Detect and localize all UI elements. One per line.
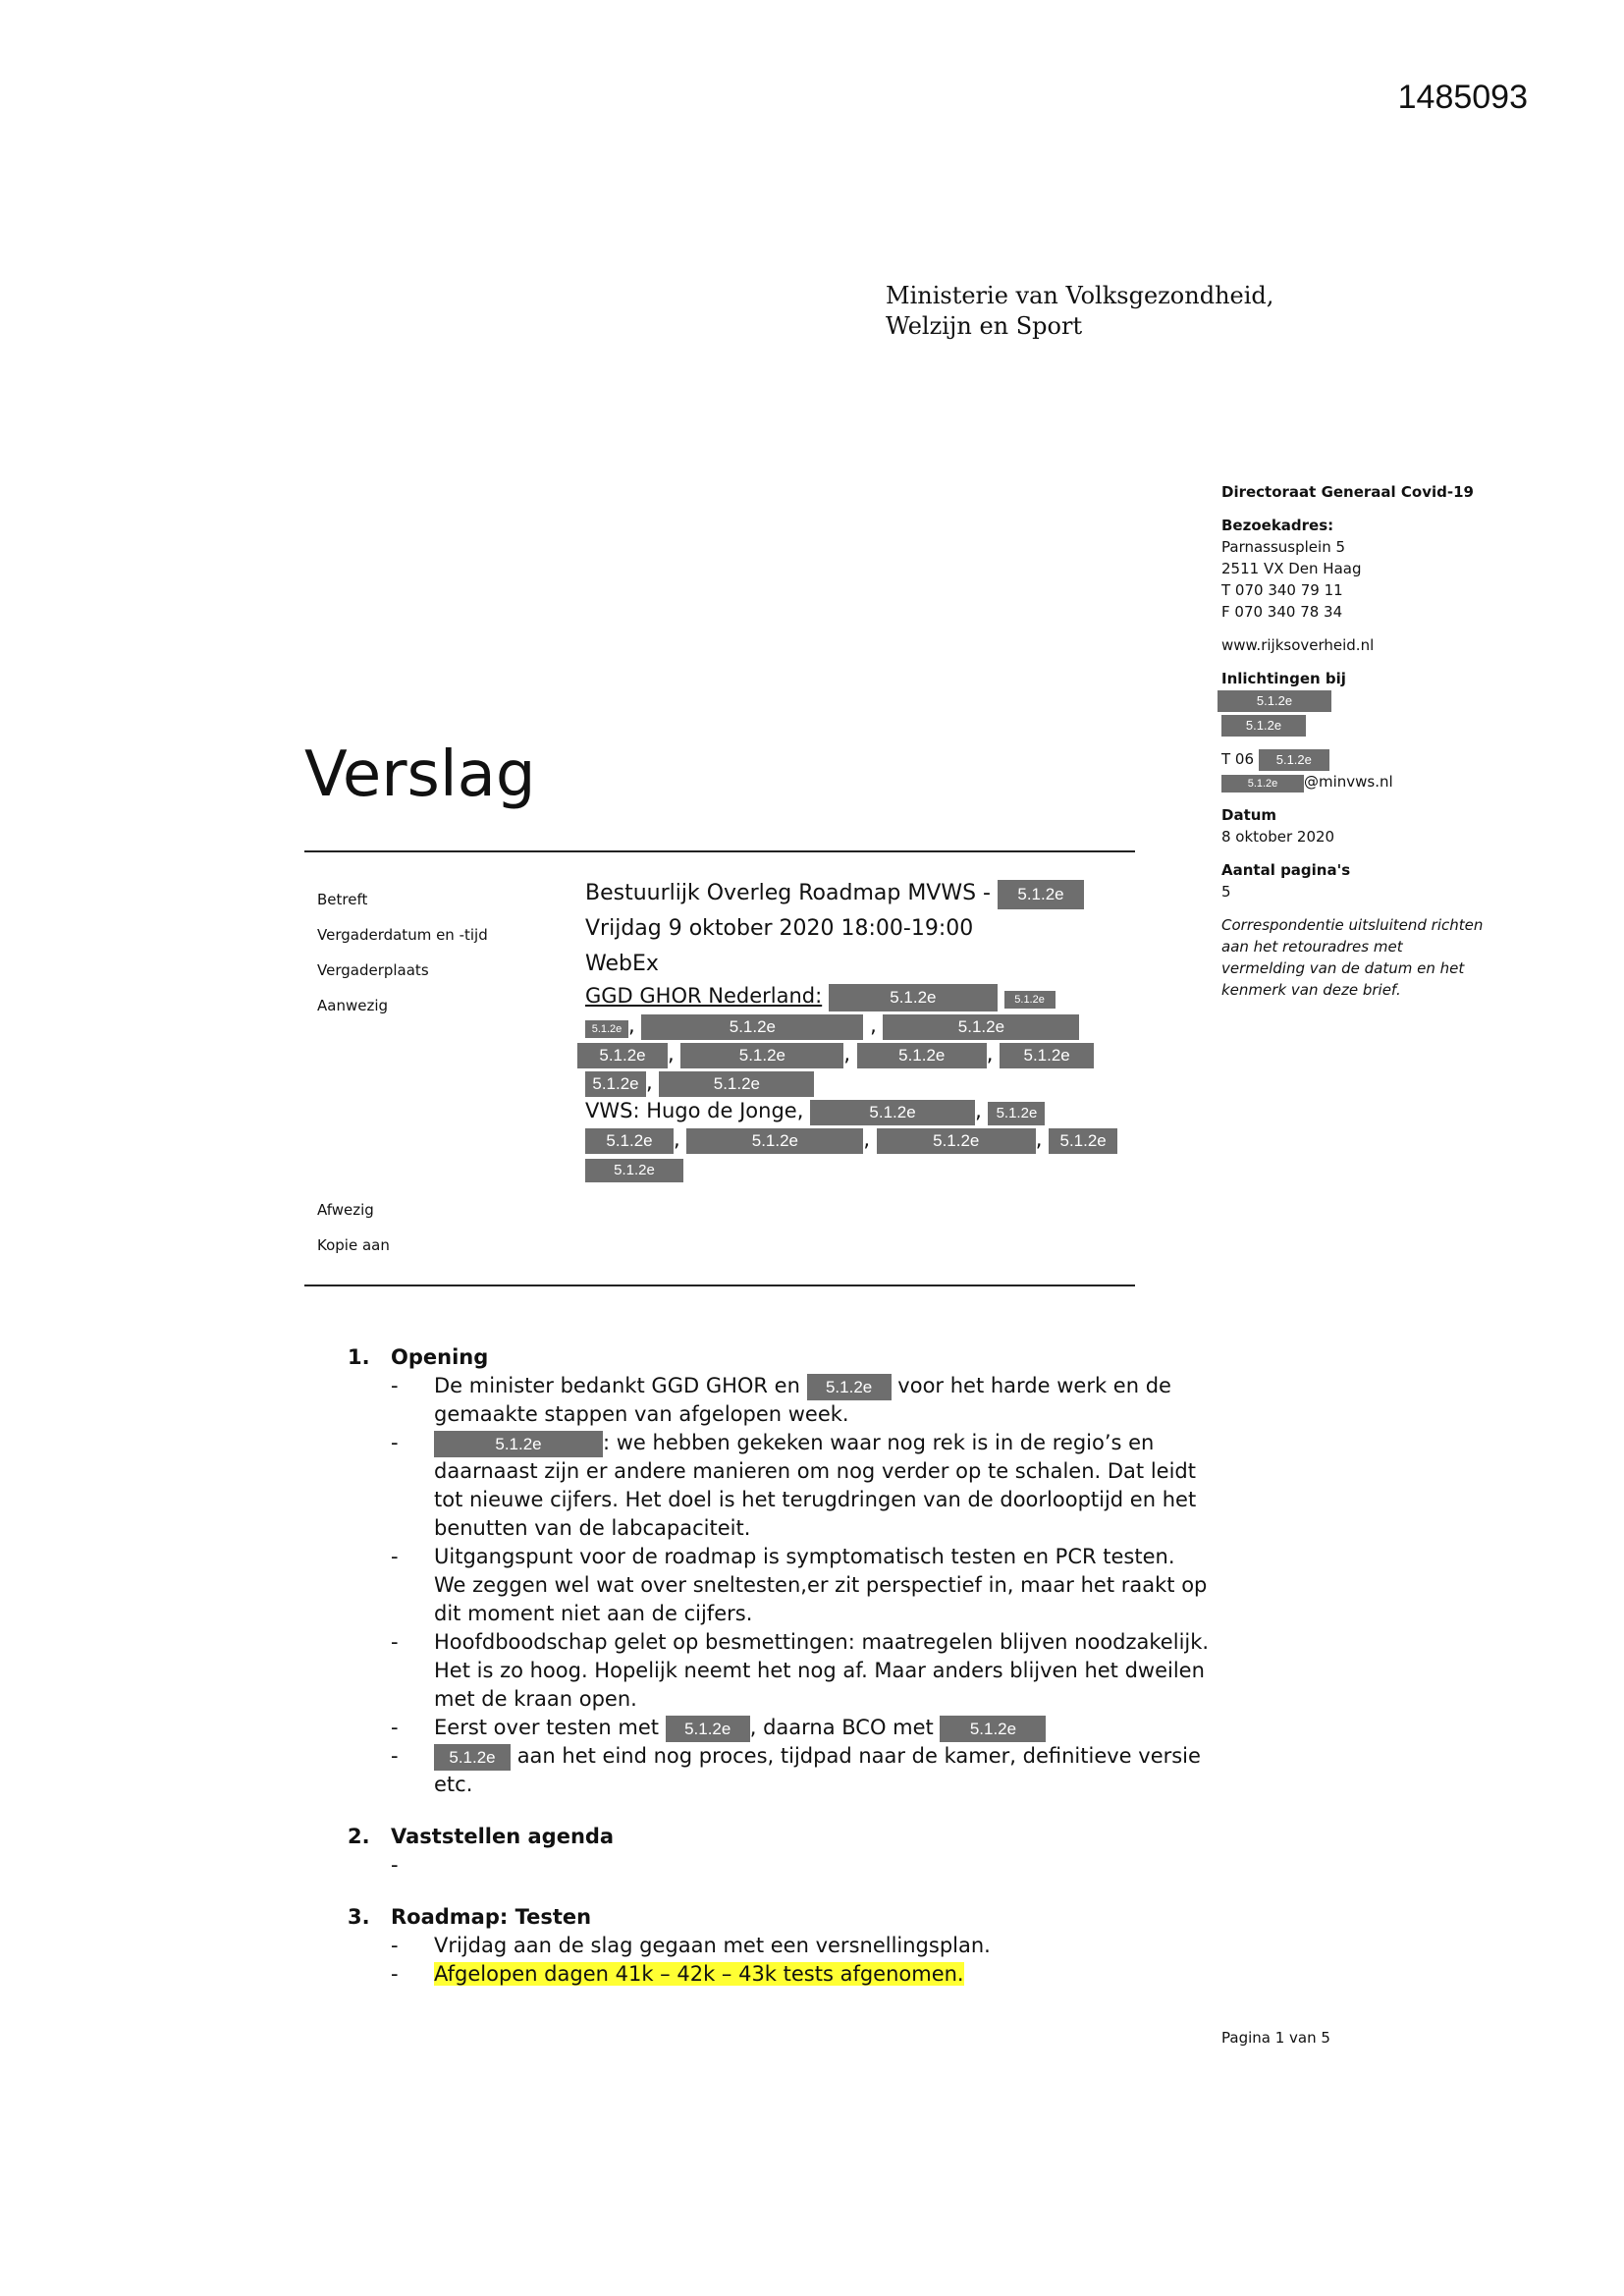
department: Directoraat Generaal Covid-19 xyxy=(1221,483,1474,501)
list-item: - Hoofdboodschap gelet op besmettingen: maatregelen blijven noodzakelijk. Het is zo hoog. Hopelijk neemt het nog af. Maar anders blijven het dweilen met de kraan open. xyxy=(391,1630,1210,1711)
redaction-box: 5.1.2e xyxy=(585,1159,683,1182)
redaction-box: 5.1.2e xyxy=(659,1071,814,1097)
redaction-box: 5.1.2e xyxy=(807,1374,892,1400)
label-present: Aanwezig xyxy=(317,997,389,1014)
section-title: Opening xyxy=(391,1345,489,1369)
redaction-box: 5.1.2e xyxy=(585,1020,628,1038)
label-copy: Kopie aan xyxy=(317,1236,390,1254)
redaction-box: 5.1.2e xyxy=(857,1043,987,1068)
redaction-box: 5.1.2e xyxy=(577,1043,668,1068)
minutes-content xyxy=(348,1343,1212,2012)
comma: , xyxy=(646,1070,653,1094)
list-item: - xyxy=(391,1853,399,1877)
place-value: WebEx xyxy=(585,952,659,976)
bottom-divider xyxy=(304,1285,1135,1286)
website-link[interactable]: www.rijksoverheid.nl xyxy=(1221,636,1375,654)
ministry-logo-text xyxy=(886,281,1273,342)
redaction-box: 5.1.2e xyxy=(434,1744,511,1771)
page-number: Pagina 1 van 5 xyxy=(1221,2029,1330,2047)
redaction-box: 5.1.2e xyxy=(666,1716,750,1742)
section-agenda xyxy=(348,1823,1212,1880)
label-place: Vergaderplaats xyxy=(317,961,429,979)
meta-values xyxy=(585,876,1135,1182)
section-title: Roadmap: Testen xyxy=(391,1905,592,1929)
subject-value xyxy=(585,876,1135,911)
ggd-label: GGD GHOR Nederland: xyxy=(585,984,823,1008)
section-opening xyxy=(348,1343,1212,1799)
phone-number: T 070 340 79 11 xyxy=(1221,581,1343,599)
label-subject: Betreft xyxy=(317,891,368,908)
ministry-line-2: Welzijn en Sport xyxy=(886,312,1083,340)
redaction-box: 5.1.2e xyxy=(1218,690,1331,712)
redaction-box: 5.1.2e xyxy=(585,1128,674,1154)
attendees-ggd-line-1 xyxy=(585,982,1135,1011)
visit-address-label: Bezoekadres: xyxy=(1221,517,1334,534)
address-line-2: 2511 VX Den Haag xyxy=(1221,560,1362,577)
attendees-vws-line-3 xyxy=(585,1154,1135,1182)
section-number: 1. xyxy=(348,1345,370,1369)
email-suffix: @minvws.nl xyxy=(1304,773,1393,791)
meta-labels xyxy=(317,882,488,1263)
redaction-box: 5.1.2e xyxy=(686,1128,863,1154)
redaction-box: 5.1.2e xyxy=(1259,749,1329,771)
list-item: - De minister bedankt GGD GHOR en 5.1.2e voor het harde werk en de gemaakte stappen van afgelopen week. xyxy=(391,1374,1171,1426)
subject-text: Bestuurlijk Overleg Roadmap MVWS - xyxy=(585,881,991,905)
redaction-box: 5.1.2e xyxy=(877,1128,1036,1154)
redaction-box: 5.1.2e xyxy=(1221,775,1304,793)
list-item: - Eerst over testen met 5.1.2e , daarna BCO met 5.1.2e xyxy=(348,1714,1212,1742)
comma: , xyxy=(628,1013,635,1037)
redaction-box: 5.1.2e xyxy=(1000,1043,1094,1068)
section-number: 2. xyxy=(348,1825,370,1848)
comma: , xyxy=(674,1127,680,1151)
redaction-box: 5.1.2e xyxy=(940,1716,1046,1742)
redaction-box: 5.1.2e xyxy=(810,1100,975,1125)
attendees-ggd-line-2 xyxy=(585,1011,1135,1040)
date-value: 8 oktober 2020 xyxy=(1221,828,1335,846)
redaction-box: 5.1.2e xyxy=(1004,991,1056,1009)
attendees-vws-line-1 xyxy=(585,1097,1135,1125)
info-label: Inlichtingen bij xyxy=(1221,670,1346,687)
list-item: - 5.1.2e : we hebben gekeken waar nog rek is in de regio’s en daarnaast zijn er andere manieren om nog verder op te schalen. Dat leidt tot nieuwe cijfers. Het doel is het terugdringen van de doorlooptijd en het benutten van de labcapaciteit. xyxy=(391,1431,1197,1540)
fax-number: F 070 340 78 34 xyxy=(1221,603,1343,621)
list-item: - Afgelopen dagen 41k – 42k – 43k tests afgenomen. xyxy=(391,1962,964,1986)
pages-value: 5 xyxy=(1221,883,1231,901)
redaction-box: 5.1.2e xyxy=(434,1431,603,1457)
section-roadmap-testing xyxy=(348,1903,1212,1989)
section-title: Vaststellen agenda xyxy=(391,1825,615,1848)
document-number: 1485093 xyxy=(1397,79,1528,116)
date-label: Datum xyxy=(1221,806,1277,824)
redaction-box: 5.1.2e xyxy=(998,880,1084,909)
datetime-value: Vrijdag 9 oktober 2020 18:00-19:00 xyxy=(585,916,974,941)
list-item: - Uitgangspunt voor de roadmap is symptomatisch testen en PCR testen. We zeggen wel wat over sneltesten,er zit perspectief in, maar het raakt op dit moment niet aan de cijfers. xyxy=(391,1545,1208,1625)
redaction-box: 5.1.2e xyxy=(680,1043,843,1068)
pages-label: Aantal pagina's xyxy=(1221,861,1351,879)
redaction-box: 5.1.2e xyxy=(1221,715,1306,737)
ministry-line-1: Ministerie van Volksgezondheid, xyxy=(886,282,1274,309)
page-title: Verslag xyxy=(304,738,536,811)
attendees-vws-line-2 xyxy=(585,1125,1135,1154)
vws-label: VWS: Hugo de Jonge, xyxy=(585,1099,804,1122)
comma: , xyxy=(986,1042,994,1066)
redaction-box: 5.1.2e xyxy=(1049,1128,1117,1154)
highlighted-text: Afgelopen dagen 41k – 42k – 43k tests afgenomen. xyxy=(434,1962,964,1986)
label-absent: Afwezig xyxy=(317,1201,374,1219)
attendees-ggd-line-4 xyxy=(585,1068,1135,1097)
comma: , xyxy=(668,1042,675,1066)
redaction-box: 5.1.2e xyxy=(988,1102,1045,1125)
attendees-ggd-line-3 xyxy=(577,1040,1135,1068)
list-item: - 5.1.2e aan het eind nog proces, tijdpad naar de kamer, definitieve versie etc. xyxy=(391,1744,1201,1796)
comma: , xyxy=(843,1042,851,1066)
address-line-1: Parnassusplein 5 xyxy=(1221,538,1346,556)
redaction-box: 5.1.2e xyxy=(585,1071,646,1097)
comma: , xyxy=(1035,1127,1043,1151)
comma: , xyxy=(863,1127,871,1151)
redaction-box: 5.1.2e xyxy=(829,984,998,1011)
comma: , xyxy=(975,1099,982,1122)
correspondence-notice: Correspondentie uitsluitend richten aan het retouradres met vermelding van de datum en het kenmerk van deze brief. xyxy=(1221,916,1484,999)
label-datetime: Vergaderdatum en -tijd xyxy=(317,926,488,944)
top-divider xyxy=(304,850,1135,852)
tel-prefix: T 06 xyxy=(1221,750,1255,768)
comma: , xyxy=(870,1013,877,1037)
sender-sidebar xyxy=(1221,481,1487,1001)
redaction-box: 5.1.2e xyxy=(641,1014,863,1040)
redaction-box: 5.1.2e xyxy=(883,1014,1079,1040)
list-item: - Vrijdag aan de slag gegaan met een versnellingsplan. xyxy=(391,1934,991,1957)
section-number: 3. xyxy=(348,1905,370,1929)
